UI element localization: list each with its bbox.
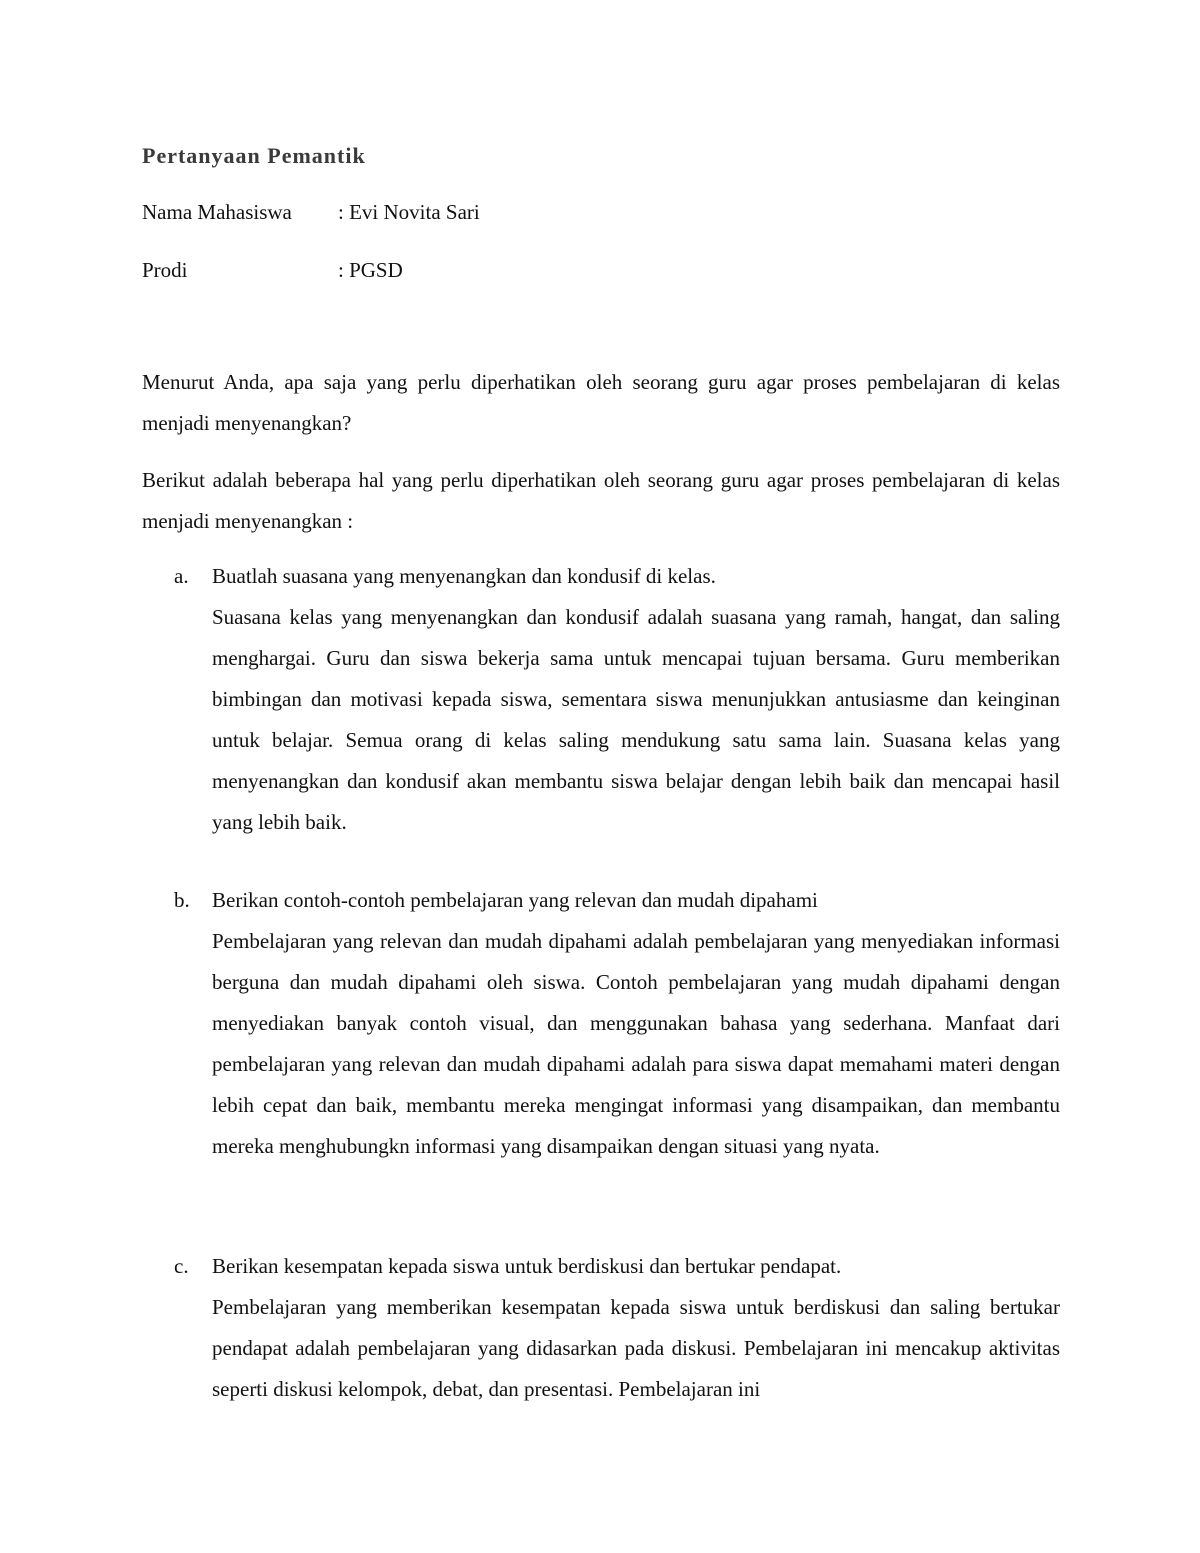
info-row-prodi	[142, 256, 403, 284]
list-item-a	[142, 556, 1060, 843]
list-item-heading: Buatlah suasana yang menyenangkan dan kondusif di kelas.	[212, 564, 716, 588]
list-item-c	[142, 1246, 1060, 1410]
document-title: Pertanyaan Pemantik	[142, 143, 366, 168]
list-marker: c.	[174, 1254, 189, 1278]
info-value-prodi: : PGSD	[338, 258, 403, 282]
list-item-detail: Suasana kelas yang menyenangkan dan kondusif adalah suasana yang ramah, hangat, dan saling menghargai. Guru dan siswa bekerja sama untuk mencapai tujuan bersama. Guru memberikan bimbingan dan motivasi kepada siswa, sementara siswa menunjukkan antusiasme dan keinginan untuk belajar. Semua orang di kelas saling mendukung satu sama lain. Suasana kelas yang menyenangkan dan kondusif akan membantu siswa belajar dengan lebih baik dan mencapai hasil yang lebih baik.	[212, 605, 1060, 834]
list-item-heading: Berikan contoh-contoh pembelajaran yang relevan dan mudah dipahami	[212, 888, 818, 912]
list-item-body	[212, 1246, 1060, 1410]
intro-paragraph: Berikut adalah beberapa hal yang perlu diperhatikan oleh seorang guru agar proses pembelajaran di kelas menjadi menyenangkan :	[142, 468, 1060, 533]
info-label-prodi: Prodi	[142, 258, 188, 282]
list-item-body	[212, 556, 1060, 843]
list-item-detail: Pembelajaran yang memberikan kesempatan kepada siswa untuk berdiskusi dan saling bertukar pendapat adalah pembelajaran yang didasarkan pada diskusi. Pembelajaran ini mencakup aktivitas seperti diskusi kelompok, debat, dan presentasi. Pembelajaran ini	[212, 1295, 1060, 1401]
info-row-name	[142, 198, 480, 226]
question-paragraph: Menurut Anda, apa saja yang perlu diperhatikan oleh seorang guru agar proses pembelajaran di kelas menjadi menyenangkan?	[142, 370, 1060, 435]
list-item-heading: Berikan kesempatan kepada siswa untuk berdiskusi dan bertukar pendapat.	[212, 1254, 842, 1278]
info-label-name: Nama Mahasiswa	[142, 200, 292, 224]
info-value-name: : Evi Novita Sari	[338, 200, 480, 224]
list-item-body	[212, 880, 1060, 1167]
list-marker: b.	[174, 888, 190, 912]
list-marker: a.	[174, 564, 189, 588]
list-item-b	[142, 880, 1060, 1167]
list-item-detail: Pembelajaran yang relevan dan mudah dipahami adalah pembelajaran yang menyediakan informasi berguna dan mudah dipahami oleh siswa. Contoh pembelajaran yang mudah dipahami dengan menyediakan banyak contoh visual, dan menggunakan bahasa yang sederhana. Manfaat dari pembelajaran yang relevan dan mudah dipahami adalah para siswa dapat memahami materi dengan lebih cepat dan baik, membantu mereka mengingat informasi yang disampaikan, dan membantu mereka menghubungkn informasi yang disampaikan dengan situasi yang nyata.	[212, 929, 1060, 1158]
